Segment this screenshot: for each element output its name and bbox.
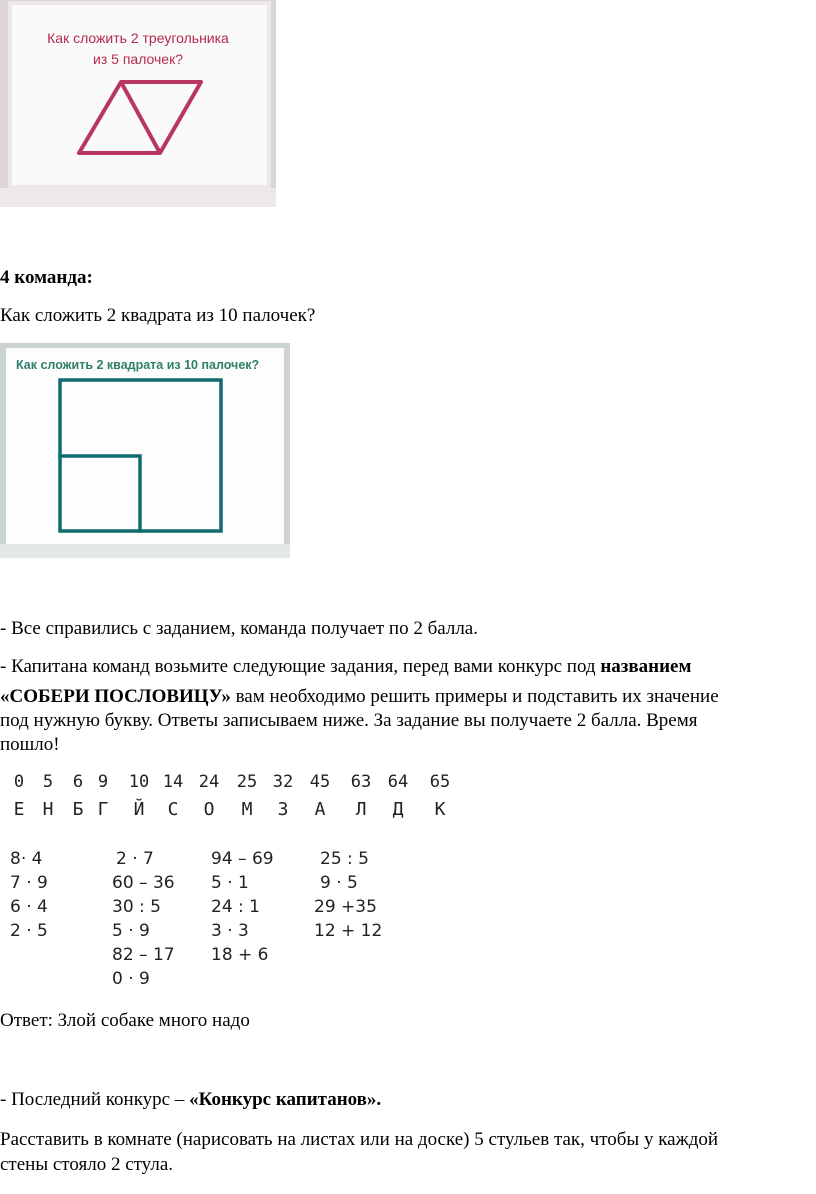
slide-two-triangles [0, 0, 276, 207]
code-number: 25 [236, 772, 258, 792]
code-number: 45 [309, 772, 331, 792]
answer: Ответ: Злой собаке много надо [0, 1010, 250, 1031]
code-letter: Й [133, 799, 145, 820]
code-number: 64 [387, 772, 409, 792]
para-captains-line4: пошло! [0, 734, 60, 755]
example: 24 : 1 [211, 897, 260, 917]
code-letter: Г [97, 799, 109, 820]
code-number: 9 [97, 772, 109, 792]
code-letter: С [167, 799, 179, 820]
examples-col2 [112, 847, 175, 991]
code-letter: Н [42, 799, 54, 820]
example: 60 – 36 [112, 873, 175, 893]
triangle-right [121, 82, 201, 153]
small-square [60, 456, 140, 531]
example: 0 · 9 [112, 969, 150, 989]
code-letter: Л [355, 799, 367, 820]
code-number: 24 [198, 772, 220, 792]
task-line1: Расставить в комнате (нарисовать на листах или на доске) 5 стульев так, чтобы у каждой [0, 1129, 719, 1150]
example: 82 – 17 [112, 945, 175, 965]
slide-two-squares [0, 343, 290, 558]
example: 7 · 9 [10, 873, 48, 893]
code-number: 5 [42, 772, 54, 792]
para-captains-line2: «СОБЕРИ ПОСЛОВИЦУ» вам необходимо решить примеры и подставить их значение [0, 686, 719, 707]
slide2-title: Как сложить 2 квадрата из 10 палочек? [16, 358, 260, 372]
example: 25 : 5 [320, 849, 369, 869]
code-letter: М [241, 799, 253, 820]
code-letter: Б [72, 799, 84, 820]
last-contest: - Последний конкурс – «Конкурс капитанов». [0, 1089, 382, 1110]
contest-captains: «Конкурс капитанов». [189, 1089, 382, 1110]
example: 9 · 5 [320, 873, 358, 893]
examples-col4 [314, 847, 382, 943]
examples-col3 [211, 847, 274, 967]
code-number: 63 [350, 772, 372, 792]
example: 94 – 69 [211, 849, 274, 869]
example: 2 · 5 [10, 921, 48, 941]
code-number: 14 [162, 772, 184, 792]
example: 6 · 4 [10, 897, 48, 917]
example: 5 · 9 [112, 921, 150, 941]
code-letter: О [203, 799, 215, 820]
code-letter: Д [392, 799, 404, 820]
example: 2 · 7 [116, 849, 154, 869]
example: 12 + 12 [314, 921, 383, 941]
code-number: 65 [429, 772, 451, 792]
example: 18 + 6 [211, 945, 269, 965]
code-letter: К [434, 799, 446, 820]
example: 5 · 1 [211, 873, 249, 893]
examples-col1 [10, 847, 48, 943]
code-letter: Е [13, 799, 25, 820]
team4-question: Как сложить 2 квадрата из 10 палочек? [0, 305, 316, 326]
triangle-left [79, 82, 160, 153]
code-number: 10 [128, 772, 150, 792]
two-squares-figure [0, 343, 290, 558]
para-captains-line3: под нужную букву. Ответы записываем ниже. За задание вы получаете 2 балла. Время [0, 710, 698, 731]
example: 30 : 5 [112, 897, 161, 917]
code-letter: З [277, 799, 289, 820]
team4-heading: 4 команда: [0, 267, 93, 288]
para-captains-line1: - Капитана команд возьмите следующие задания, перед вами конкурс под названием [0, 656, 692, 677]
two-triangles-figure [0, 0, 276, 207]
contest-name: «СОБЕРИ ПОСЛОВИЦУ» [0, 686, 231, 707]
slide1-title-line1: Как сложить 2 треугольника [47, 30, 229, 46]
para-all-done: - Все справились с заданием, команда получает по 2 балла. [0, 618, 478, 639]
code-letter: А [314, 799, 326, 820]
code-table [0, 772, 470, 832]
code-number: 32 [272, 772, 294, 792]
code-number: 6 [72, 772, 84, 792]
task-line2: стены стояло 2 стула. [0, 1154, 174, 1175]
code-number: 0 [13, 772, 25, 792]
example: 8· 4 [10, 849, 43, 869]
example: 29 +35 [314, 897, 377, 917]
example: 3 · 3 [211, 921, 249, 941]
slide1-title-line2: из 5 палочек? [93, 51, 183, 67]
